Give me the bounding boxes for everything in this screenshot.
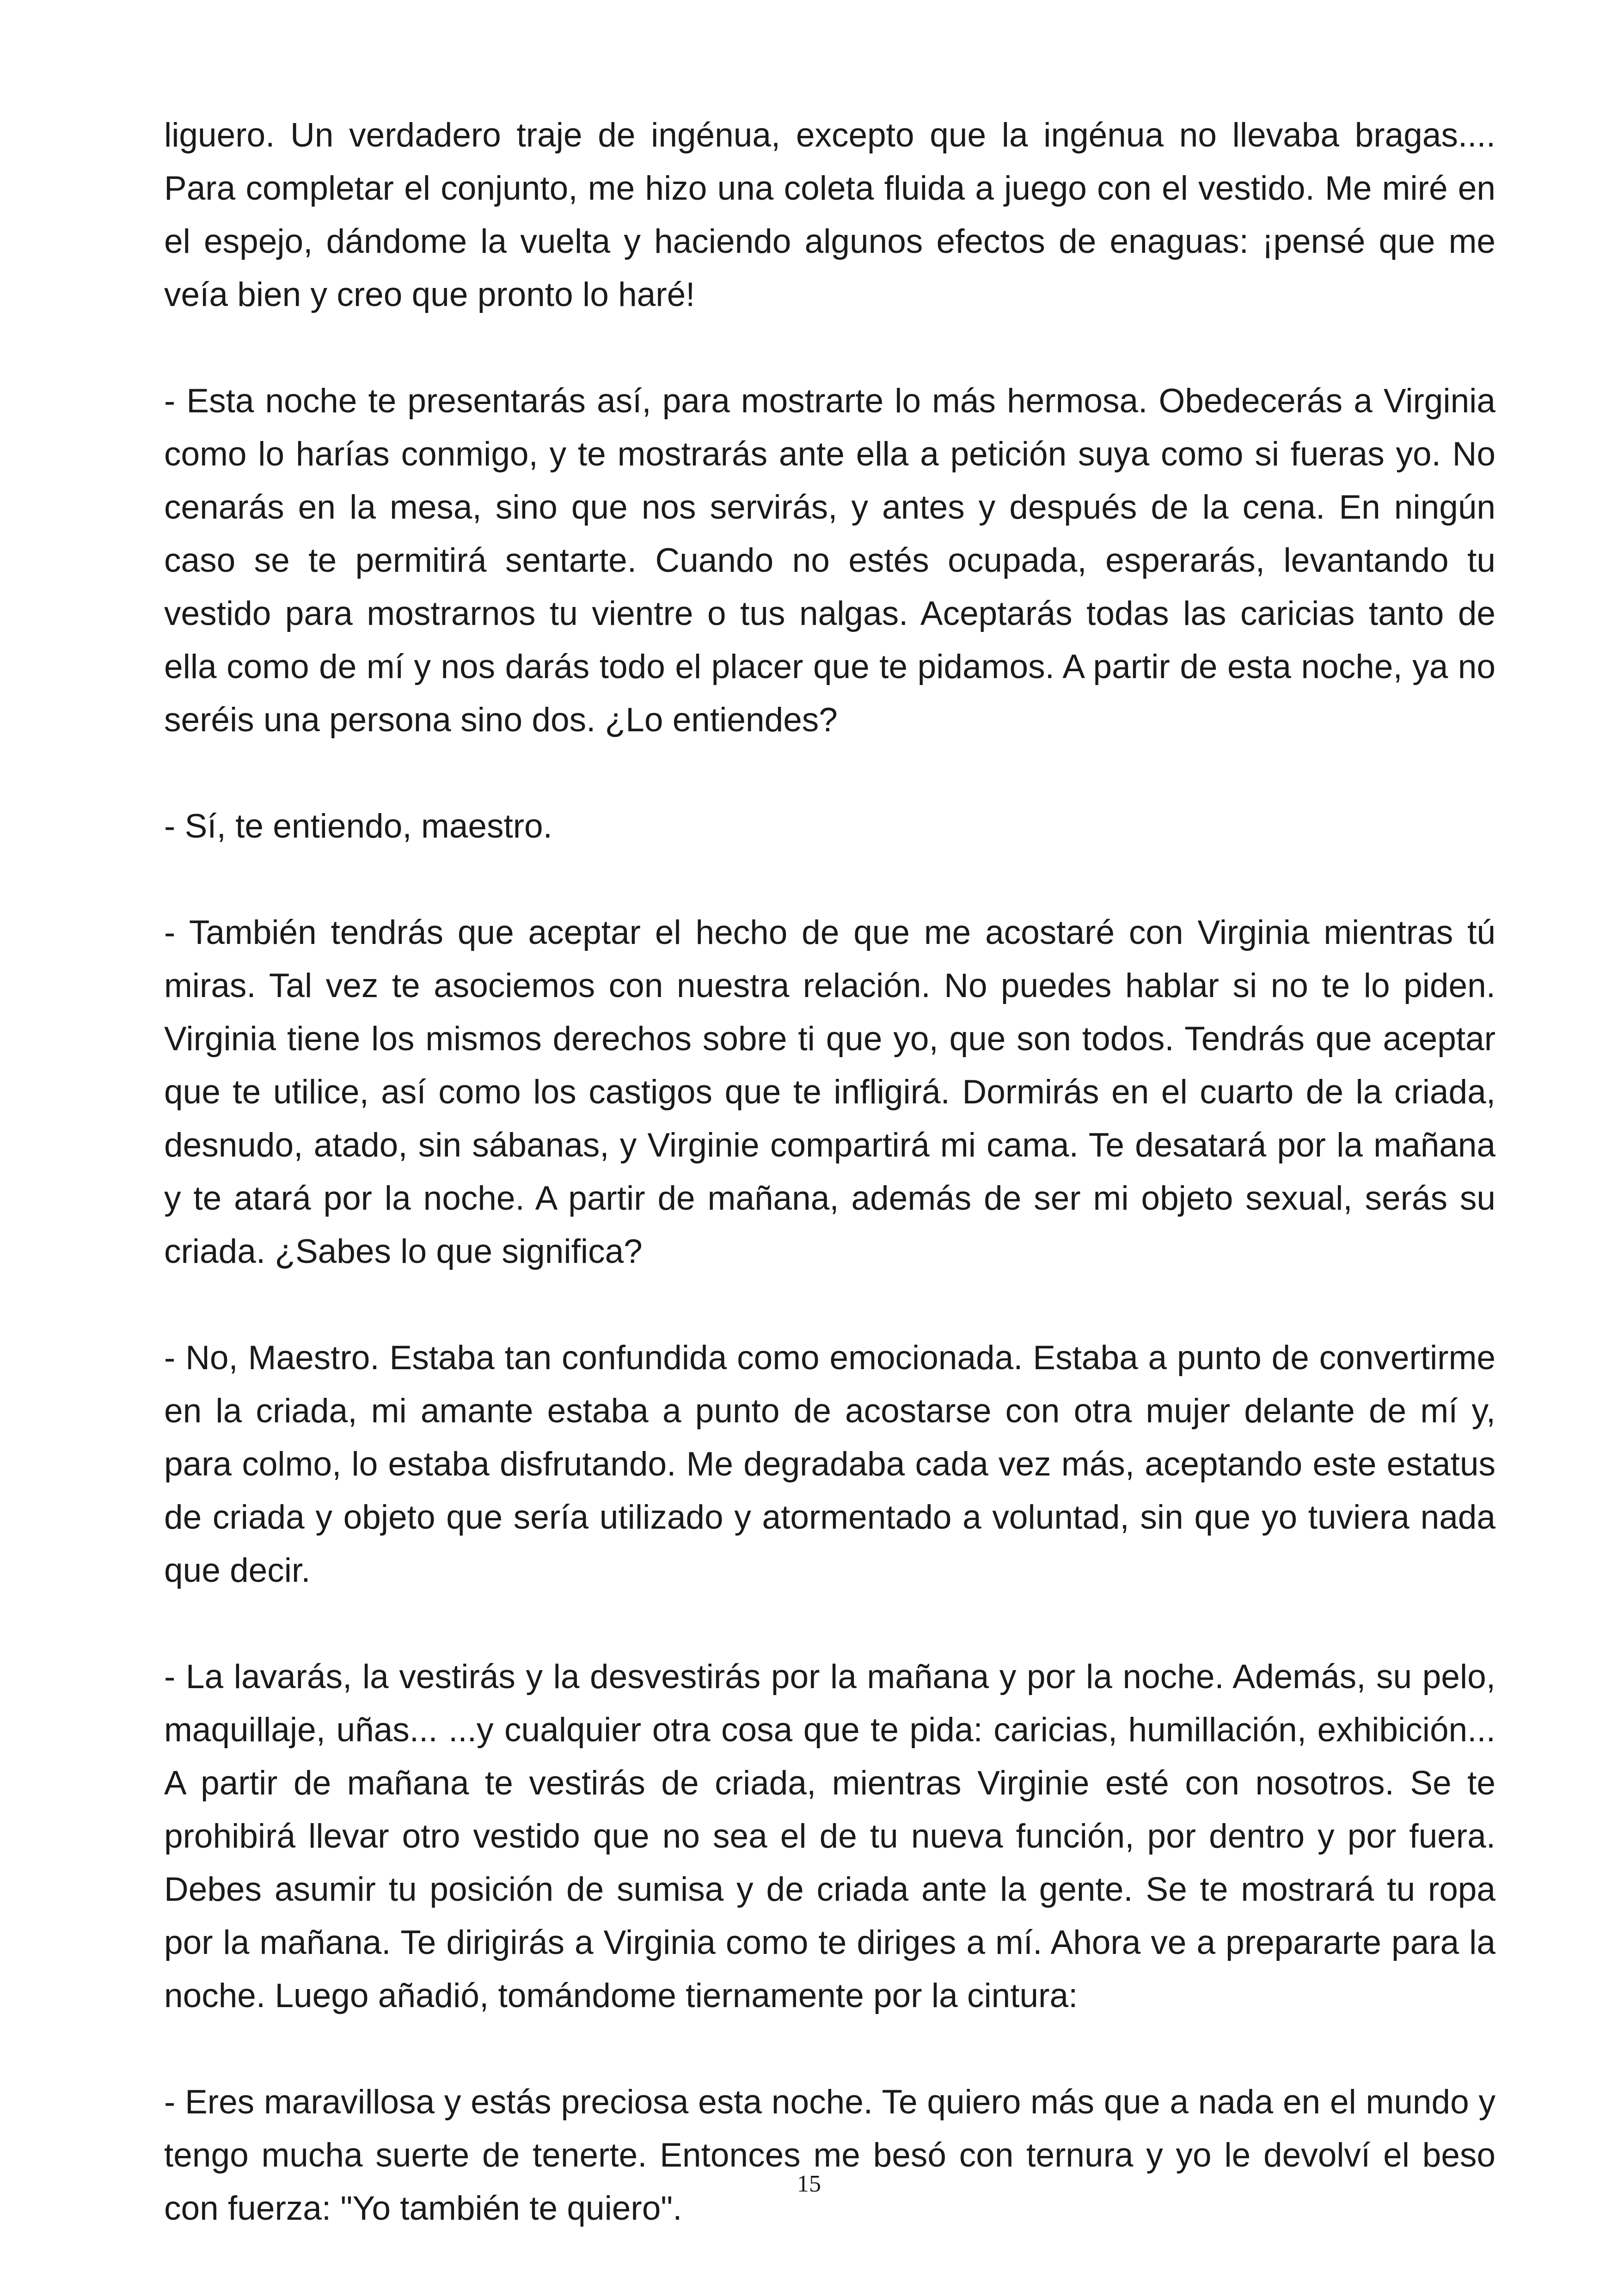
page-number: 15 [797, 2171, 821, 2197]
paragraph-6: - La lavarás, la vestirás y la desvestirás por la mañana y por la noche. Además, su pelo, maquillaje, uñas... ...y cualquier otra cosa que te pida: caricias, humillación, exhibición... A partir de mañana te vestirás de criada, mientras Virginie esté con nosotros. Se te prohibirá llevar otro vestido que no sea el de tu nueva función, por dentro y por fuera. Debes asumir tu posición de sumisa y de criada ante la gente. Se te mostrará tu ropa por la mañana. Te dirigirás a Virginia como te diriges a mí. Ahora ve a prepararte para la noche. Luego añadió, tomándome tiernamente por la cintura: [164, 1658, 1495, 2014]
paragraph-5: - No, Maestro. Estaba tan confundida como emocionada. Estaba a punto de convertirme en la criada, mi amante estaba a punto de acostarse con otra mujer delante de mí y, para colmo, lo estaba disfrutando. Me degradaba cada vez más, aceptando este estatus de criada y objeto que sería utilizado y atormentado a voluntad, sin que yo tuviera nada que decir. [164, 1339, 1495, 1589]
paragraph-2: - Esta noche te presentarás así, para mostrarte lo más hermosa. Obedecerás a Virginia como lo harías conmigo, y te mostrarás ante ella a petición suya como si fueras yo. No cenarás en la mesa, sino que nos servirás, y antes y después de la cena. En ningún caso se te permitirá sentarte. Cuando no estés ocupada, esperarás, levantando tu vestido para mostrarnos tu vientre o tus nalgas. Aceptarás todas las caricias tanto de ella como de mí y nos darás todo el placer que te pidamos. A partir de esta noche, ya no seréis una persona sino dos. ¿Lo entiendes? [164, 382, 1495, 739]
paragraph-4: - También tendrás que aceptar el hecho de que me acostaré con Virginia mientras tú miras. Tal vez te asociemos con nuestra relación. No puedes hablar si no te lo piden. Virginia tiene los mismos derechos sobre ti que yo, que son todos. Tendrás que aceptar que te utilice, así como los castigos que te infligirá. Dormirás en el cuarto de la criada, desnudo, atado, sin sábanas, y Virginie compartirá mi cama. Te desatará por la mañana y te atará por la noche. A partir de mañana, además de ser mi objeto sexual, serás su criada. ¿Sabes lo que significa? [164, 914, 1495, 1270]
paragraph-1: liguero. Un verdadero traje de ingénua, excepto que la ingénua no llevaba bragas.... Para completar el conjunto, me hizo una coleta fluida a juego con el vestido. Me miré en el espejo, dándome la vuelta y haciendo algunos efectos de enaguas: ¡pensé que me veía bien y creo que pronto lo haré! [164, 116, 1495, 313]
body-text [164, 109, 1495, 2288]
paragraph-3: - Sí, te entiendo, maestro. [164, 808, 552, 845]
paragraph-7: - Eres maravillosa y estás preciosa esta noche. Te quiero más que a nada en el mundo y tengo mucha suerte de tenerte. Entonces me besó con ternura y yo le devolví el beso con fuerza: "Yo también te quiero". [164, 2083, 1495, 2227]
